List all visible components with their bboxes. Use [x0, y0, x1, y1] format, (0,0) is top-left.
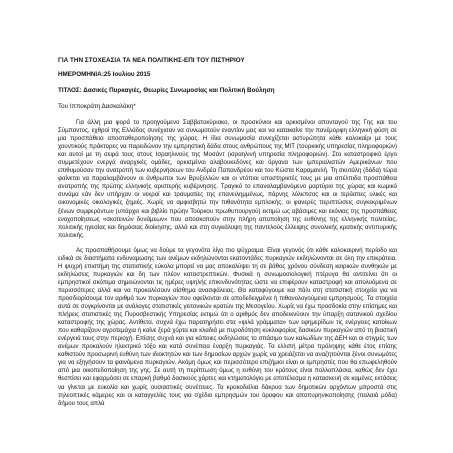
publication-date: ΗΜΕΡΟΜΗΝΙΑ:25 Ιουλίου 2015	[58, 71, 151, 78]
document-headline: ΓΙΑ ΤΗΝ ΣΤΟΧΕΑΣΙΑ ΤΑ ΝΕΑ ΠΟΛΙΤΙΚΗΣ-ΕΠΙ ΤΟΥ ΠΙΣΤΗΡΙΟΥ	[58, 57, 245, 64]
article-title: ΤΙΤΛΟΣ: Δασικές Πυρκαγιές, Θεωρίες Συνωμοσίας και Πολιτική Βούληση	[58, 87, 275, 94]
body-paragraph-2: Ας προσπαθήσουμε όμως να δούμε τα γεγονότα λίγο πιο ψύχραιμα. Είναι γεγονός ότι κάθε καλοκαιρινή περίοδο και ειδικά σε διαστήματα ενδυναμωσης των ανέμων εκδηλώνονται εκατοντάδες πυρκαγιών εκδηλώνονται σε όλη την επικράτεια. Η ψυχρή επιστήμη της στατιστικής εύκολα μπορεί να μας αποκαλύψει τη σε βάθος χρόνου σύνδεση καιρικών συνθηκών με εκδηλώσεις πυρκαγιών και δη των πλέον καταστρεπτικών. Φυσικά η συνωμοσιολογική πτέρυγα θα αντιτείνει ότι οι εμπρηστικοί σκόπιμα σημειώνονται τις ημέρες υψηλής επικινδυνότητας ώστε να επιφέρουν καταστροφή και απολυόμενα σε περισσότερες αλλά και να προκαλέσουν αίσθημα ανασφάλειας. Θα καταφύγουμε και πάλι στη στατιστική στοιχεία για να προσδιορίσουμε τον αριθμό των πυρκαγιών που οφείλονται σε αποδεδειγμένα ή πιθανολογούμενα εμπρησμούς. Τα στοιχεία αυτά σε συγκρίνονται με ανάλογες στατιστικές γειτονικών κρατών της Μεσογείου. Χωρίς να έχω προσδοκία στην επίσημες και πλήρεις στατιστικές της Πυροσβεστικής Υπηρεσίας εκτιμώ ότι ο αριθμός δεν αποδεικνύουν την ύπαρξη σατανικού σχεδίου καταστροφής της χώρας. Αντίθετα, συχνά έχω παρατηρήσει στα «ψιλά γράμματα» των εφημερίδων τις ενέργειες κατοίκων που καθαρίζουν αγροτεμάχια ή καίνε ξερά χόρτα και κλαδιά με πυροδότηση κυκλοφορίας δασικών πυρκαγιών από τη βιαστική ενέργειά τους στην περιοχή. Επίσης συχνά και για κάποιες εκδηλώσεις το σπάσιμο των καλωδίων της ΔΕΗ και οι στιγμές των ανέμων προκαλούν ηλεκτρικό τόξο και κατά συνέπεια έναρξη πυρκαγιάς. Τα ελλιπή μέτρα πρόληψης κάθε έτος επίσης καθιστούν προσωρινή ευθύνη των ιδιοκτητών και των δημοσίων αρχών χωρίς να χρειάζεται να αναζητούνται ξένοι συνωμότες για να εξηγήσουν τα φαινόμενα πυρκαγιών. Ακόμη όμως και περισσότερο επιζήμιοι είναι οι εμπρηστές που θα επωφεληθούν από μια οικοπεδοποίηση της γης. Σε αυτή τη περίπτωση όμως η ευθύνη του κράτους είναι πολλαπλάσια, καθώς δεν έχει θεσπίσει και εφαρμόσει σε επαρκή βαθμό δασικούς χάρτες και κτηματολόγιο με αποτέλεσμα η κατασκευή σε καμένες εκτάσεις να γίνεται με ευκολία και χωρίς ουσιαστικές συνέπειες. Τα κροκοδείλια δάκρυα των δημοτικών αρχόντων μπροστά στις τηλεοπτικές κάμερες και οι καταγγελίες τους για σχέδιο εμπρησμών του όροφου και αποπυρηνικοποίησης (παλαιά μόδα) δήμου τους απλά	[58, 246, 397, 407]
article-author: Του Ιπποκράτη Δασκαλάκη*	[58, 103, 136, 110]
body-paragraph-1: Για άλλη μια φορά το προηγούμενο Σαββατοκύριακο, οι προσκύνιοι και ορκισμένοι απονταγού της Γης και του Σύμπαντος, εχθροί της Ελλάδος συνέχισαν να συνωμοτούν εναντίον μας και να κατακαίνε την πανέμορφη ελληνική φύση σε μια προσπάθεια αποσταθεροποίησης της χώρας. Η ίδια συνωμοσία συνεχίζεται αστυρώτητα κάθε καλοκαίρι με τους χουντικούς πράκτορες να παρειδώνον την εμπρηστική δάδα στους ανθρώπους της ΜΙΤ (τουρκικής υπηρεσίας πληροφοριών) και αυτοί με τη σειρά τους στους Ισραηλινούς της Μοσάντ (ισραηλινή υπηρεσία πληροφοριών). Στο καταστροφικό έργο συμμετέχουν ενεργά αναρχικές ομάδες, ορκισμένοι αλαβουκεδόνες και όργανα των ιμπεριαλιστών Αμερικάνων που επιθυμούσαν την ανατροπή των κυβερνήσεων του Ανδρέα Παπανδρέου και του Κώστα Καραμανλή. Τη σκυτάλη (δάδα) τώρα φαίνεται να παραλαμβάνουν οι άνθρωποι των Βρυξελλών και οι ντόπιοι υποστηρικτές τους με μια απέλπιδα προσπάθεια ανατροπής της πρώτης ελληνικής αριστερής κυβέρνησης. Τραγικό το επαναλαμβανόμενο μαρτύριο της χώρας και κωμικό συνάμα εάν δεν υπήρχαν οι νεκροί και τραυματίες της επανειλημμένως, πάρνης λόλκπσος και οι τεράστιες υλικές και οικονομικές οικολογικές ζημιές. Χωρίς να αμφισβητώ την πιθανότητα εμπλοκής, οι φανερές περιπτώσεις συγκεκριμένων ξένων συμφερόντων (υπάρχει και βιβλίο πρώην Τούρκου πρωθυπουργού) εκτιμώ ως αβάσιμες και εκόνιας της προσπάθειες ενοχοποίησεως «σκοτεινών δυνάμεων» που αποσκοπούν στην πλήρη αποποίηση της ευθύνης της ελληνικής πολιτείας, πολιτικής ηγεσίας και δημόσιας διοίκησης, αλλά και στη συγκάλυψη της παντελούς έλλειψης συνολικής κρατικής αντιπυρικής πολιτικής.	[58, 119, 397, 239]
